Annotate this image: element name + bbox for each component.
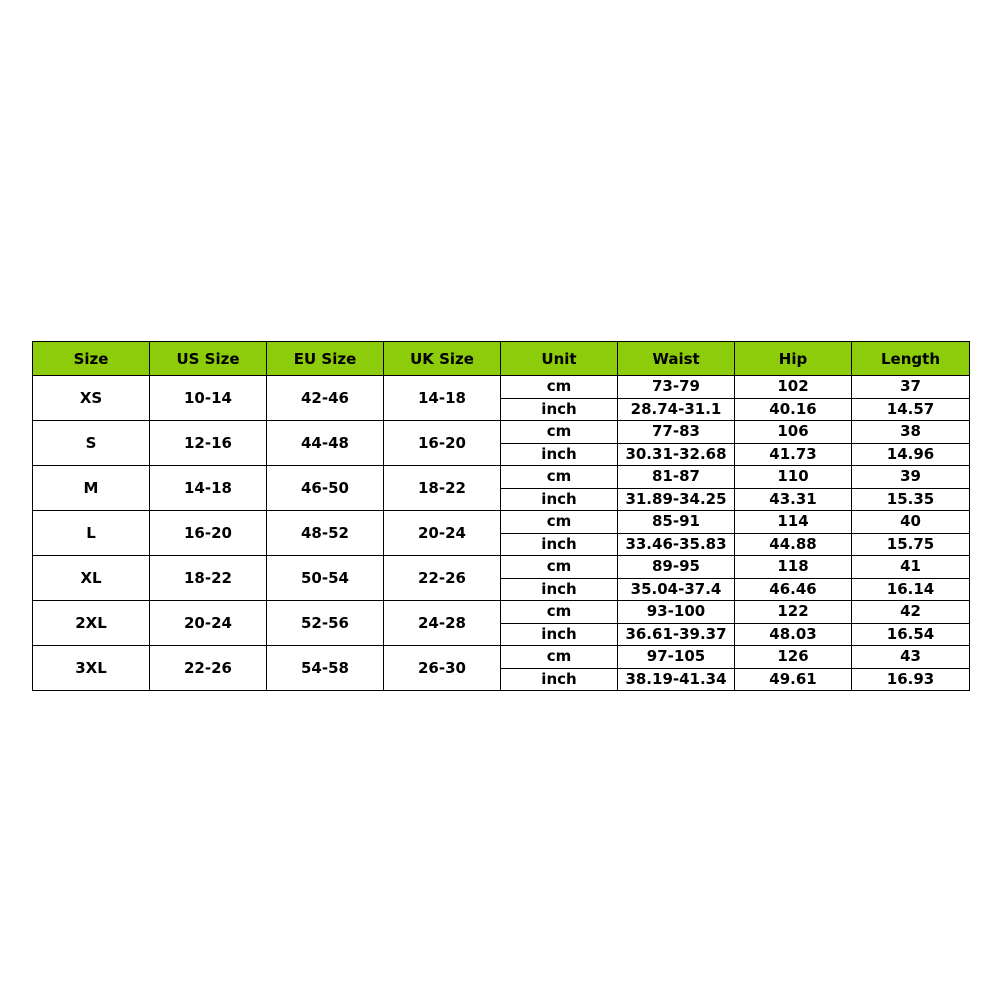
header-hip: Hip bbox=[735, 342, 852, 376]
hip-cell: 44.88 bbox=[735, 533, 852, 556]
hip-cell: 114 bbox=[735, 511, 852, 534]
table-row bbox=[33, 646, 970, 669]
length-cell: 15.75 bbox=[852, 533, 970, 556]
hip-cell: 49.61 bbox=[735, 668, 852, 691]
length-cell: 41 bbox=[852, 556, 970, 579]
length-cell: 39 bbox=[852, 466, 970, 489]
uk-size-cell: 14-18 bbox=[384, 376, 501, 421]
hip-cell: 43.31 bbox=[735, 488, 852, 511]
header-waist: Waist bbox=[618, 342, 735, 376]
size-cell: XS bbox=[33, 376, 150, 421]
eu-size-cell: 44-48 bbox=[267, 421, 384, 466]
unit-cell: cm bbox=[501, 646, 618, 669]
size-cell: L bbox=[33, 511, 150, 556]
table-row bbox=[33, 601, 970, 624]
size-chart-table bbox=[32, 341, 970, 691]
uk-size-cell: 24-28 bbox=[384, 601, 501, 646]
uk-size-cell: 22-26 bbox=[384, 556, 501, 601]
length-cell: 14.96 bbox=[852, 443, 970, 466]
header-length: Length bbox=[852, 342, 970, 376]
length-cell: 38 bbox=[852, 421, 970, 444]
length-cell: 16.93 bbox=[852, 668, 970, 691]
length-cell: 42 bbox=[852, 601, 970, 624]
waist-cell: 81-87 bbox=[618, 466, 735, 489]
size-chart-body bbox=[33, 376, 970, 691]
waist-cell: 28.74-31.1 bbox=[618, 398, 735, 421]
waist-cell: 77-83 bbox=[618, 421, 735, 444]
unit-cell: cm bbox=[501, 376, 618, 399]
us-size-cell: 22-26 bbox=[150, 646, 267, 691]
unit-cell: inch bbox=[501, 668, 618, 691]
unit-cell: inch bbox=[501, 398, 618, 421]
header-us-size: US Size bbox=[150, 342, 267, 376]
eu-size-cell: 50-54 bbox=[267, 556, 384, 601]
header-eu-size: EU Size bbox=[267, 342, 384, 376]
eu-size-cell: 46-50 bbox=[267, 466, 384, 511]
eu-size-cell: 52-56 bbox=[267, 601, 384, 646]
waist-cell: 36.61-39.37 bbox=[618, 623, 735, 646]
header-size: Size bbox=[33, 342, 150, 376]
length-cell: 37 bbox=[852, 376, 970, 399]
unit-cell: inch bbox=[501, 488, 618, 511]
waist-cell: 93-100 bbox=[618, 601, 735, 624]
hip-cell: 122 bbox=[735, 601, 852, 624]
waist-cell: 97-105 bbox=[618, 646, 735, 669]
hip-cell: 118 bbox=[735, 556, 852, 579]
eu-size-cell: 42-46 bbox=[267, 376, 384, 421]
us-size-cell: 20-24 bbox=[150, 601, 267, 646]
length-cell: 14.57 bbox=[852, 398, 970, 421]
uk-size-cell: 20-24 bbox=[384, 511, 501, 556]
uk-size-cell: 16-20 bbox=[384, 421, 501, 466]
hip-cell: 126 bbox=[735, 646, 852, 669]
unit-cell: inch bbox=[501, 443, 618, 466]
header-unit: Unit bbox=[501, 342, 618, 376]
unit-cell: cm bbox=[501, 421, 618, 444]
table-row bbox=[33, 556, 970, 579]
length-cell: 43 bbox=[852, 646, 970, 669]
waist-cell: 85-91 bbox=[618, 511, 735, 534]
eu-size-cell: 48-52 bbox=[267, 511, 384, 556]
unit-cell: cm bbox=[501, 601, 618, 624]
eu-size-cell: 54-58 bbox=[267, 646, 384, 691]
size-cell: 3XL bbox=[33, 646, 150, 691]
size-cell: S bbox=[33, 421, 150, 466]
table-row bbox=[33, 511, 970, 534]
unit-cell: cm bbox=[501, 466, 618, 489]
hip-cell: 106 bbox=[735, 421, 852, 444]
unit-cell: inch bbox=[501, 578, 618, 601]
length-cell: 16.54 bbox=[852, 623, 970, 646]
size-cell: XL bbox=[33, 556, 150, 601]
waist-cell: 38.19-41.34 bbox=[618, 668, 735, 691]
us-size-cell: 14-18 bbox=[150, 466, 267, 511]
size-cell: 2XL bbox=[33, 601, 150, 646]
hip-cell: 41.73 bbox=[735, 443, 852, 466]
size-cell: M bbox=[33, 466, 150, 511]
us-size-cell: 18-22 bbox=[150, 556, 267, 601]
table-row bbox=[33, 466, 970, 489]
uk-size-cell: 18-22 bbox=[384, 466, 501, 511]
hip-cell: 40.16 bbox=[735, 398, 852, 421]
unit-cell: inch bbox=[501, 623, 618, 646]
uk-size-cell: 26-30 bbox=[384, 646, 501, 691]
unit-cell: inch bbox=[501, 533, 618, 556]
unit-cell: cm bbox=[501, 556, 618, 579]
length-cell: 16.14 bbox=[852, 578, 970, 601]
hip-cell: 110 bbox=[735, 466, 852, 489]
header-row bbox=[33, 342, 970, 376]
waist-cell: 30.31-32.68 bbox=[618, 443, 735, 466]
unit-cell: cm bbox=[501, 511, 618, 534]
length-cell: 15.35 bbox=[852, 488, 970, 511]
waist-cell: 89-95 bbox=[618, 556, 735, 579]
header-uk-size: UK Size bbox=[384, 342, 501, 376]
table-row bbox=[33, 376, 970, 399]
us-size-cell: 16-20 bbox=[150, 511, 267, 556]
hip-cell: 46.46 bbox=[735, 578, 852, 601]
hip-cell: 102 bbox=[735, 376, 852, 399]
us-size-cell: 12-16 bbox=[150, 421, 267, 466]
us-size-cell: 10-14 bbox=[150, 376, 267, 421]
hip-cell: 48.03 bbox=[735, 623, 852, 646]
waist-cell: 33.46-35.83 bbox=[618, 533, 735, 556]
waist-cell: 35.04-37.4 bbox=[618, 578, 735, 601]
length-cell: 40 bbox=[852, 511, 970, 534]
table-row bbox=[33, 421, 970, 444]
waist-cell: 73-79 bbox=[618, 376, 735, 399]
waist-cell: 31.89-34.25 bbox=[618, 488, 735, 511]
